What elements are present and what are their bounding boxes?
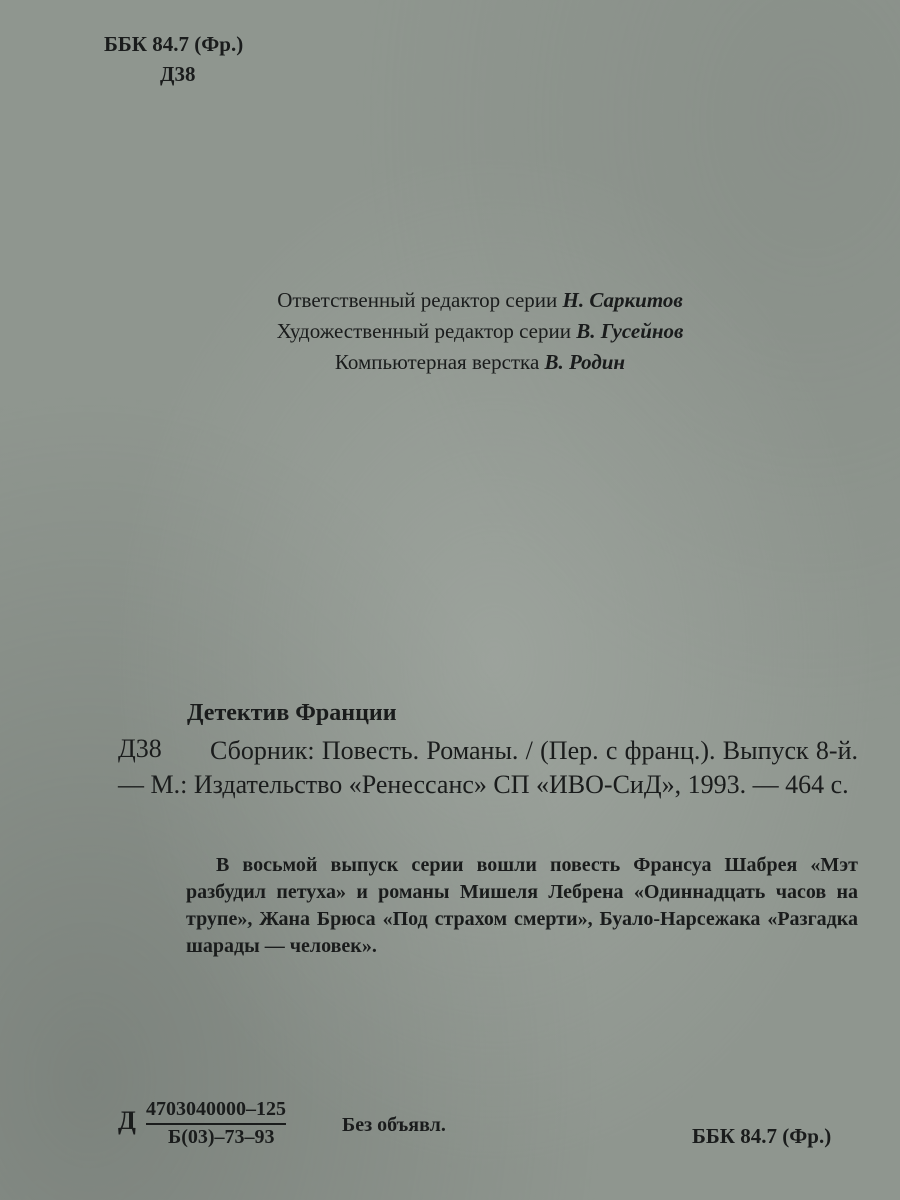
credit-name: В. Гусейнов	[576, 319, 684, 343]
bibliographic-description: Сборник: Повесть. Романы. / (Пер. с франц.). Выпуск 8-й. — М.: Издательство «Ренессанс» СП «ИВО-СиД», 1993. — 464 с.	[118, 736, 858, 799]
bbk-code-top: ББК 84.7 (Фр.)	[104, 32, 244, 56]
credit-line	[0, 316, 900, 347]
author-mark-top: Д38	[160, 62, 196, 86]
credit-role: Ответственный редактор серии	[277, 288, 558, 312]
credit-line	[0, 285, 900, 316]
index-letter: Д	[118, 1106, 136, 1135]
credit-name: В. Родин	[544, 350, 626, 374]
index-denominator: Б(03)–73–93	[168, 1126, 275, 1148]
no-announcement-note: Без объявл.	[342, 1114, 446, 1136]
index-numerator: 4703040000–125	[146, 1098, 286, 1125]
catalog-title: Детектив Франции	[187, 700, 397, 726]
credit-role: Художественный редактор серии	[276, 319, 571, 343]
credit-role: Компьютерная верстка	[334, 350, 540, 374]
catalog-code: Д38	[118, 734, 162, 763]
credit-name: Н. Саркитов	[562, 288, 683, 312]
credit-line	[0, 347, 900, 378]
credits-block	[0, 285, 900, 378]
annotation-paragraph: В восьмой выпуск серии вошли повесть Франсуа Шабрея «Мэт разбудил петуха» и романы Мишеля Лебрена «Одиннадцать часов на трупе», Жана Брюса «Под страхом смерти», Буало-Нарсежака «Разгадка шарады — человек».	[186, 854, 858, 957]
bbk-code-bottom: ББК 84.7 (Фр.)	[692, 1124, 832, 1148]
